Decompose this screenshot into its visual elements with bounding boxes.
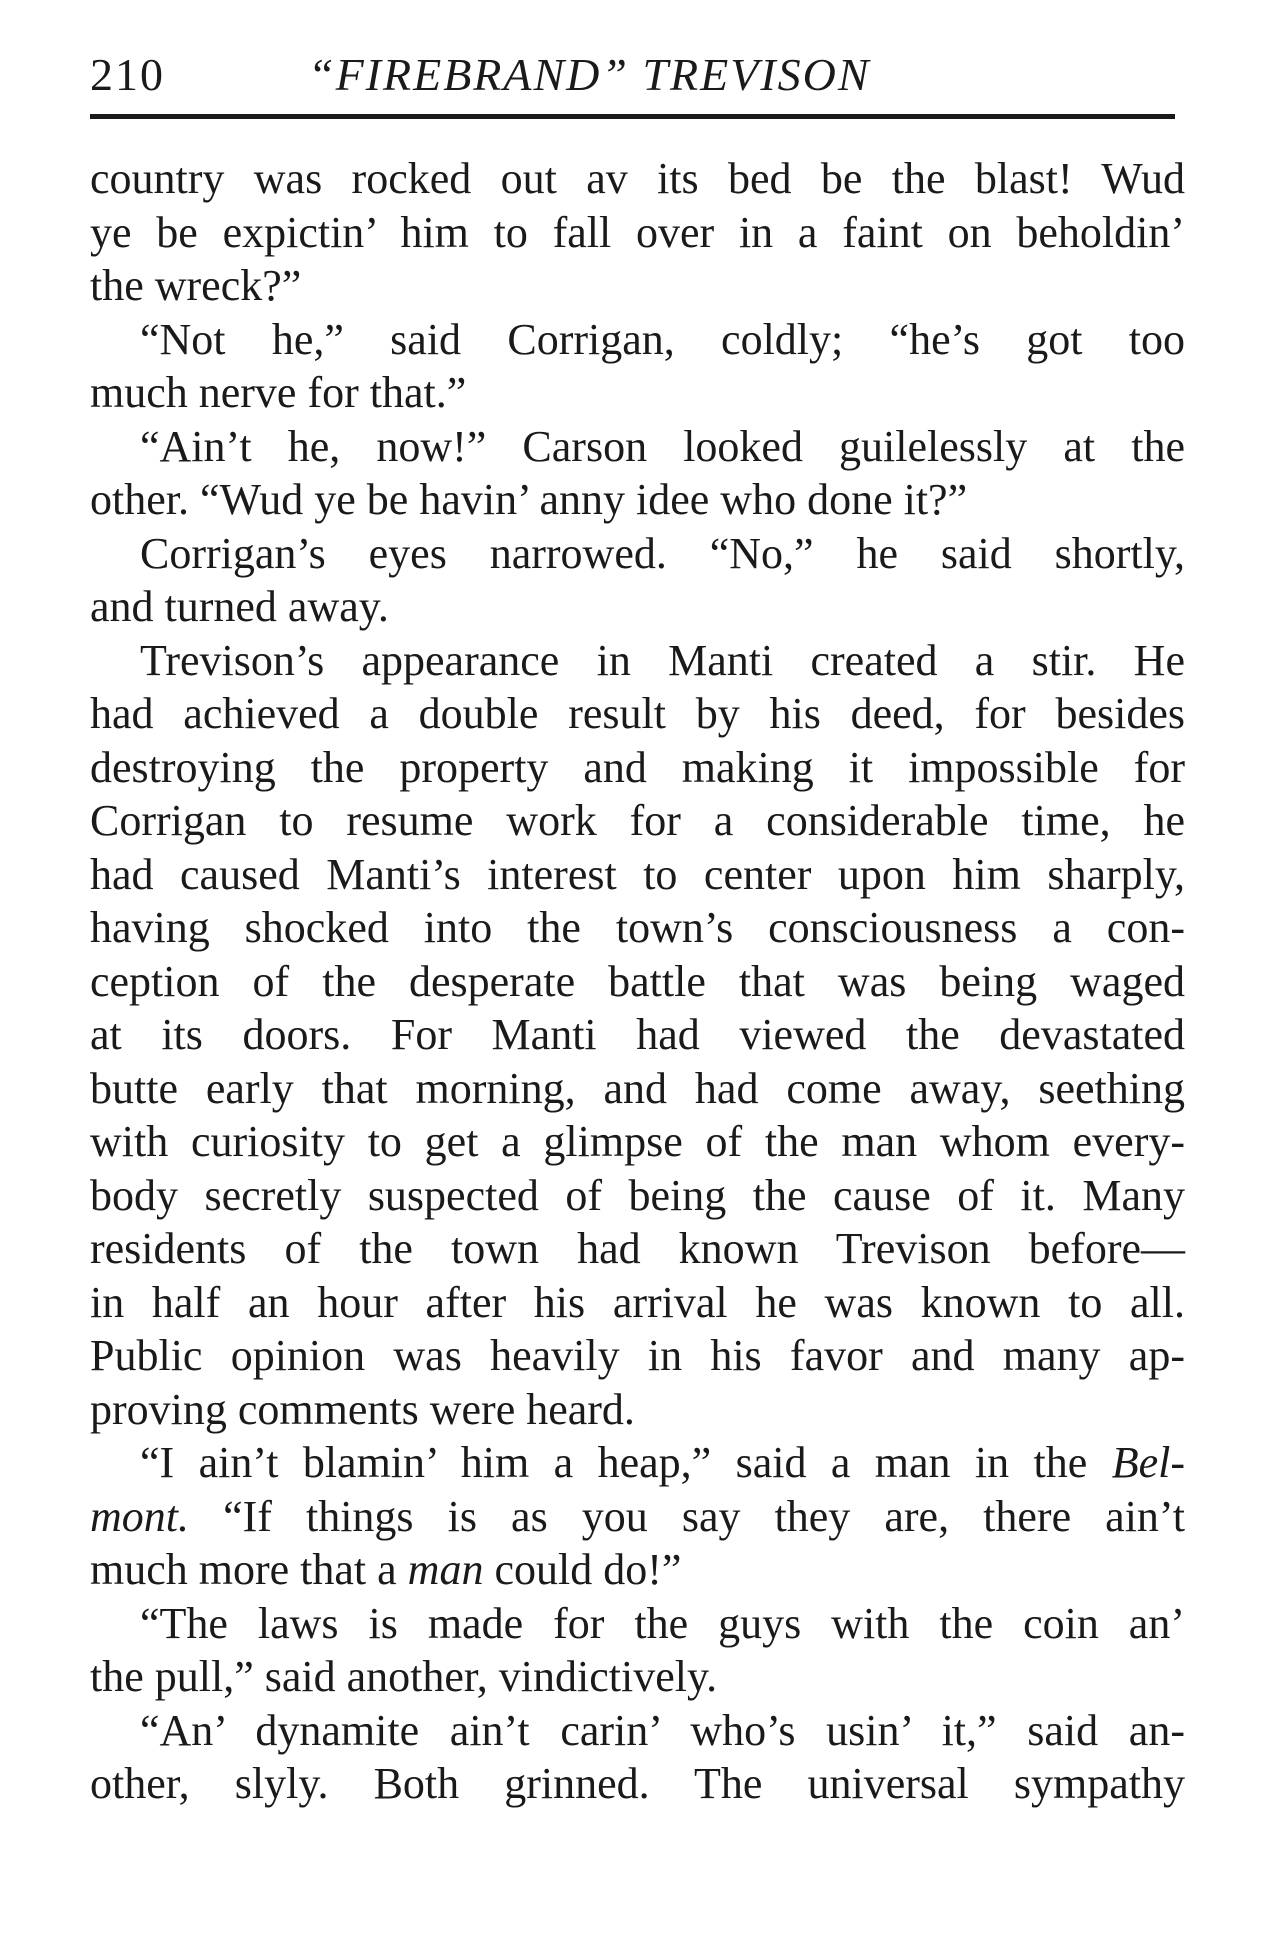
text-line: Corrigan’s eyes narrowed. “No,” he said shortly, xyxy=(140,528,1185,578)
text-line: other. “Wud ye be havin’ anny idee who done it?” xyxy=(90,475,968,524)
text-line: had achieved a double result by his deed, for besides xyxy=(90,689,1185,738)
text-line: the wreck?” xyxy=(90,261,302,310)
text-line: “Not he,” said Corrigan, coldly; “he’s got too xyxy=(140,314,1185,364)
header-rule xyxy=(90,114,1175,119)
text-line: “Ain’t he, now!” Carson looked guilelessly at the xyxy=(140,421,1185,471)
text-line: in half an hour after his arrival he was known to all. xyxy=(90,1277,1185,1327)
text-line: butte early that morning, and had come away, seething xyxy=(90,1063,1185,1113)
text-line: having shocked into the town’s consciousness a con- xyxy=(90,903,1185,952)
text-line: with curiosity to get a glimpse of the man whom every- xyxy=(90,1117,1185,1166)
text-line: “I ain’t blamin’ him a heap,” said a man in the Bel- xyxy=(140,1438,1185,1487)
text-line: Public opinion was heavily in his favor and many ap- xyxy=(90,1331,1185,1380)
text-line: “An’ dynamite ain’t carin’ who’s usin’ it,” said an- xyxy=(140,1705,1185,1755)
text-line: Trevison’s appearance in Manti created a stir. He xyxy=(140,635,1185,685)
page-number: 210 xyxy=(90,49,165,100)
text-line: the pull,” said another, vindictively. xyxy=(90,1652,718,1701)
text-line: “The laws is made for the guys with the coin an’ xyxy=(140,1598,1185,1648)
text-line: much more that a man could do!” xyxy=(90,1545,682,1594)
text-line: body secretly suspected of being the cause of it. Many xyxy=(90,1170,1185,1220)
text-line: at its doors. For Manti had viewed the devastated xyxy=(90,1010,1185,1059)
running-head xyxy=(90,42,1180,112)
text-line: residents of the town had known Trevison before— xyxy=(90,1224,1185,1273)
text-line: much nerve for that.” xyxy=(90,368,467,417)
text-line: destroying the property and making it impossible for xyxy=(90,742,1185,792)
text-line: ception of the desperate battle that was being waged xyxy=(90,956,1185,1006)
text-line: country was rocked out av its bed be the blast! Wud xyxy=(90,154,1185,203)
text-line: had caused Manti’s interest to center upon him sharply, xyxy=(90,849,1185,899)
text-line: mont. “If things is as you say they are, there ain’t xyxy=(90,1491,1185,1541)
text-line: other, slyly. Both grinned. The universal sympathy xyxy=(90,1759,1185,1808)
italic-word: Bel- xyxy=(1111,1438,1185,1487)
text-line: ye be expictin’ him to fall over in a faint on beholdin’ xyxy=(90,207,1185,257)
text-line: and turned away. xyxy=(90,582,389,631)
italic-word: mont. xyxy=(90,1491,189,1541)
text-line: proving comments were heard. xyxy=(90,1384,635,1434)
running-title: “FIREBRAND” TREVISON xyxy=(308,49,871,100)
italic-word: man xyxy=(396,1545,495,1594)
text-line: Corrigan to resume work for a considerable time, he xyxy=(90,796,1185,845)
body-text xyxy=(90,152,1185,1811)
